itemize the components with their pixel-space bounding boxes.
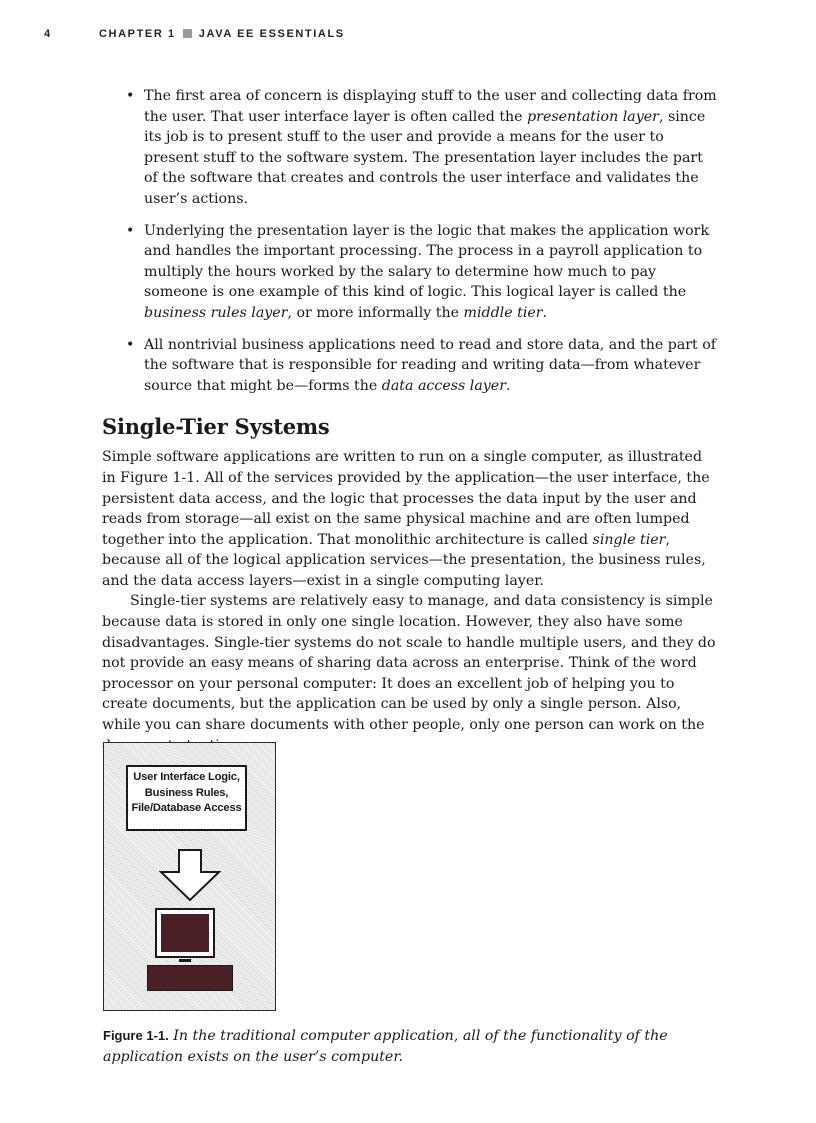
bullet-icon: • [126,222,135,239]
computer-monitor-icon [155,908,215,958]
figure-caption-text: In the traditional computer application, all of the functionality of the application exists on the user’s computer. [103,1028,668,1065]
separator-square-icon [183,29,192,38]
list-item: • The first area of concern is displaying stuff to the user and collecting data from the user. That user interface layer is often called the presentation layer, since its job is to present stuff to the user and provide a means for the user to present stuff to the software system. The presentation layer includes the part of the software that creates and controls the user interface and validates the user’s actions. [126,88,717,207]
figure-label-line: Business Rules, [144,786,229,799]
running-header [44,28,772,44]
keyboard-icon [147,965,233,991]
main-content [102,86,717,756]
figure-caption [103,1026,723,1067]
figure-label-line: File/Database Access [131,802,242,814]
bullet-icon: • [126,336,135,353]
bullet-icon: • [126,88,135,104]
list-item: • All nontrivial business applications need to read and store data, and the part of the software that is responsible for reading and writing data—from whatever source that might be—forms the data access layer. [126,336,717,394]
page-number: 4 [44,28,52,40]
monitor-screen [161,914,209,952]
down-arrow-icon [159,848,221,902]
paragraph-single-tier-tradeoffs: Single-tier systems are relatively easy to manage, and data consistency is simple because data is stored in only one single location. However, they also have some disadvantages. Single-tier systems do not scale to handle multiple users, and they do not provide an easy means of sharing data across an enterprise. Think of the word processor on your personal computer: It does an excellent job of helping you to create documents, but the application can be used by only a single person. Also, while you can share documents with other people, only one person can work on the [102,593,716,734]
monitor-stand [179,959,191,962]
paragraph-single-tier-intro: Simple software applications are written to run on a single computer, as illustrated in Figure 1-1. All of the services provided by the application—the user interface, the persistent data access, and the logic that processes the data input by the user and reads from storage—all exist on the same physical machine and are often lumped together into the application. That monolithic architecture is called single tier, because all of the logical application services—the presentation, the business rules, and the data access layers—exist in a single computing layer. [102,449,710,589]
section-heading: Single-Tier Systems [102,414,330,440]
list-item: • Underlying the presentation layer is the logic that makes the application work and handles the important processing. The process in a payroll application to multiply the hours worked by the salary to determine how much to pay someone is one example of this kind of logic. This logical layer is called the business rules layer, or more informally the middle tier. [126,222,710,321]
chapter-title [99,28,345,40]
figure-label-box [126,765,247,831]
figure-number: Figure 1-1. [103,1028,169,1043]
section-label: JAVA EE ESSENTIALS [198,28,345,40]
figure-single-tier-diagram [103,742,276,1011]
chapter-label: CHAPTER 1 [99,28,176,40]
figure-label-line: User Interface Logic, [133,771,240,783]
bullet-list [102,86,717,396]
